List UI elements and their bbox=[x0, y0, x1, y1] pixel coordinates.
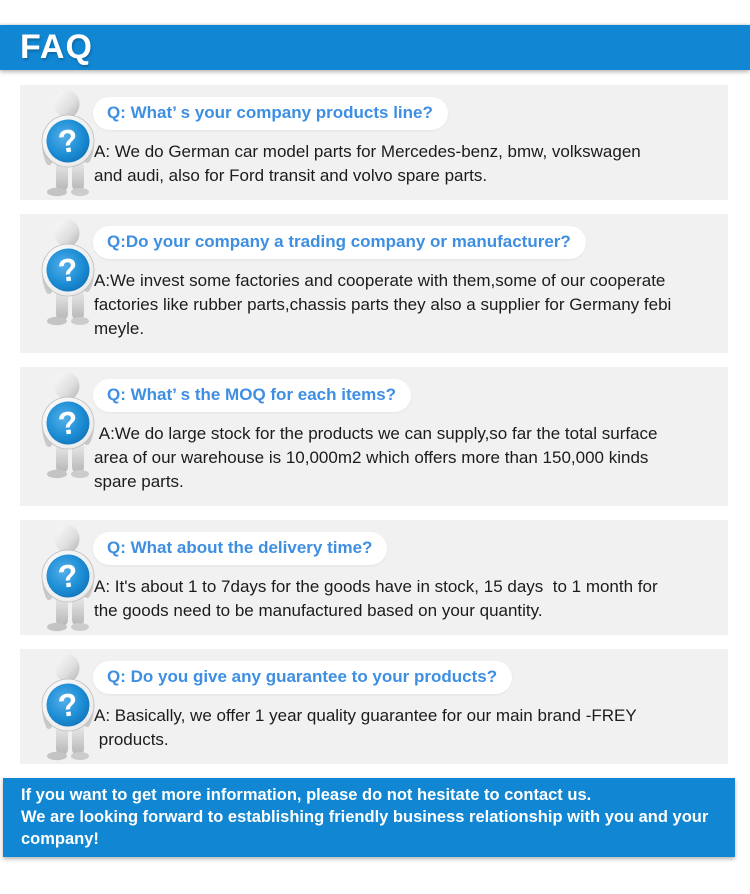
page-title: FAQ bbox=[20, 28, 93, 66]
faq-item-1 bbox=[20, 85, 728, 200]
footer-banner bbox=[3, 778, 735, 857]
answer-text: A:We do large stock for the products we can supply,so far the total surface area of our warehouse is 10,000m2 which offers more than 150,000 kinds spare parts. bbox=[94, 424, 658, 491]
question-figure-icon bbox=[32, 218, 110, 326]
faq-header bbox=[0, 25, 750, 70]
faq-list bbox=[0, 85, 750, 764]
question-bubble bbox=[93, 379, 411, 412]
question-figure-icon bbox=[32, 524, 110, 632]
question-text: Q:Do your company a trading company or manufacturer? bbox=[107, 232, 571, 251]
question-text: Q: What’ s your company products line? bbox=[107, 103, 433, 122]
question-bubble bbox=[93, 97, 448, 130]
question-bubble bbox=[93, 226, 586, 259]
question-bubble bbox=[93, 661, 512, 694]
faq-item-3 bbox=[20, 367, 728, 506]
answer-text: A: It's about 1 to 7days for the goods have in stock, 15 days to 1 month for the goods need to be manufactured based on your quantity. bbox=[94, 577, 658, 620]
question-text: Q: Do you give any guarantee to your products? bbox=[107, 667, 498, 686]
question-bubble bbox=[93, 532, 387, 565]
question-text: Q: What about the delivery time? bbox=[107, 538, 373, 557]
question-figure-icon bbox=[32, 89, 110, 197]
faq-item-5 bbox=[20, 649, 728, 764]
answer-text: A: We do German car model parts for Mercedes-benz, bmw, volkswagen and audi, also for Ford transit and volvo spare parts. bbox=[94, 142, 641, 185]
faq-item-4 bbox=[20, 520, 728, 635]
faq-item-2 bbox=[20, 214, 728, 353]
question-text: Q: What’ s the MOQ for each items? bbox=[107, 385, 397, 404]
answer-text: A: Basically, we offer 1 year quality guarantee for our main brand -FREY products. bbox=[94, 706, 637, 749]
question-figure-icon bbox=[32, 653, 110, 761]
footer-text: If you want to get more information, please do not hesitate to contact us. We are looking forward to establishing friendly business relationship with you and your company! bbox=[21, 786, 709, 848]
question-figure-icon bbox=[32, 371, 110, 479]
answer-text: A:We invest some factories and cooperate with them,some of our cooperate factories like rubber parts,chassis parts they also a supplier for Germany febi meyle. bbox=[94, 271, 672, 338]
